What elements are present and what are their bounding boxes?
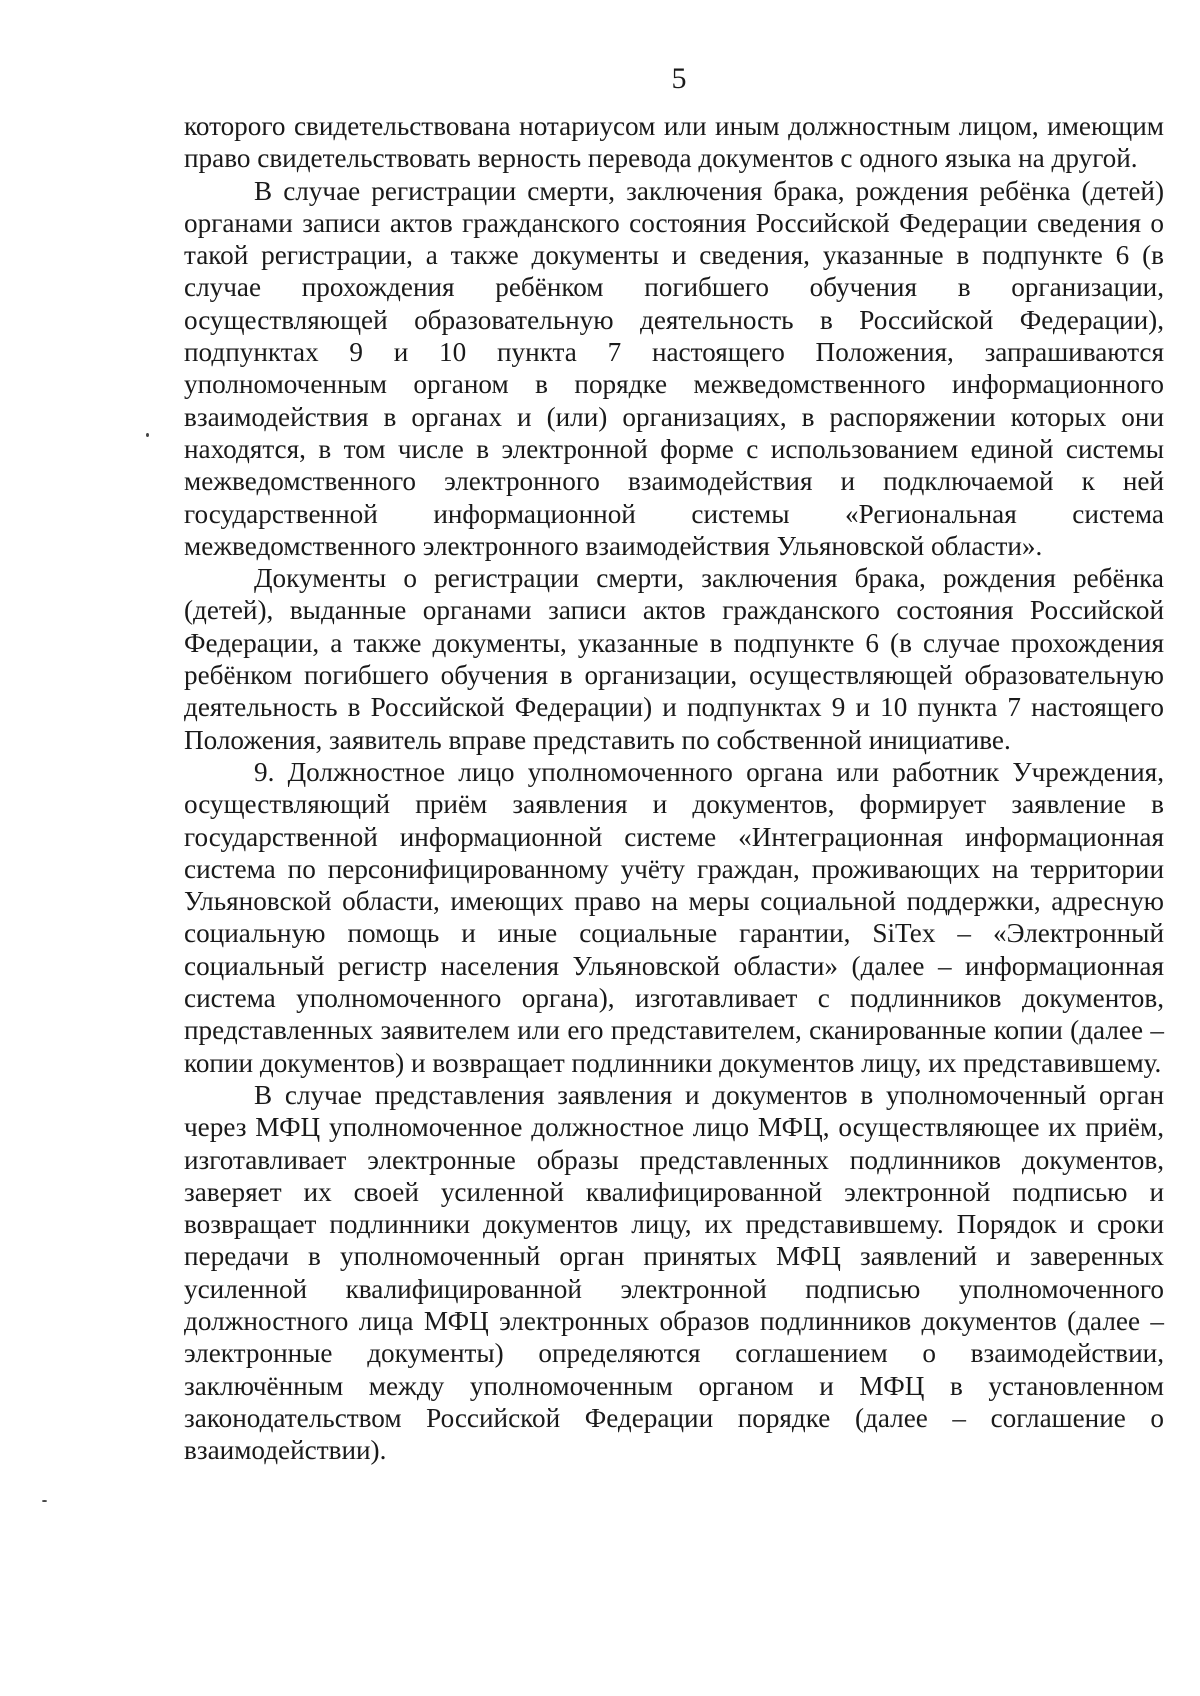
paragraph-continuation: которого свидетельствована нотариусом или иным должностным лицом, имеющим право свидетельствовать верность перевода документов с одного языка на другой. xyxy=(184,111,1164,174)
paragraph-registration-info: В случае регистрации смерти, заключения брака, рождения ребёнка (детей) органами записи актов гражданского состояния Российской Федерации сведения о такой регистрации, а также документы и сведения, указанные в подпункте 6 (в случае прохождения ребёнком погибшего обучения в организации, осуществляющей образовательную деятельность в Российской Федерации), подпунктах 9 и 10 пункта 7 настоящего Положения, запрашиваются уполномоченным органом в порядке межведомственного информационного взаимодействия в органах и (или) организациях, в распоряжении которых они находятся, в том числе в электронной форме с использованием единой системы межведомственного электронного взаимодействия и подключаемой к ней государственной информационной системы «Региональная система межведомственного электронного взаимодействия Ульяновской области». xyxy=(184,175,1164,561)
page-number: 5 xyxy=(671,62,687,95)
scan-speck xyxy=(146,433,149,437)
paragraph-documents-initiative: Документы о регистрации смерти, заключения брака, рождения ребёнка (детей), выданные органами записи актов гражданского состояния Российской Федерации, а также документы, указанные в подпункте 6 (в случае прохождения ребёнком погибшего обучения в организации, осуществляющей образовательную деятельность в Российской Федерации) и подпунктах 9 и 10 пункта 7 настоящего Положения, заявитель вправе представить по собственной инициативе. xyxy=(184,563,1164,755)
paragraph-item-9: 9. Должностное лицо уполномоченного органа или работник Учреждения, осуществляющий приём заявления и документов, формирует заявление в государственной информационной системе «Интеграционная информационная система по персонифицированному учёту граждан, проживающих на территории Ульяновской области, имеющих право на меры социальной поддержки, адресную социальную помощь и иные социальные гарантии, SiTex – «Электронный социальный регистр населения Ульяновской области» (далее – информационная система уполномоченного органа), изготавливает с подлинников документов, представленных заявителем или его представителем, сканированные копии (далее – копии документов) и возвращает подлинники документов лицу, их представившему. xyxy=(184,756,1164,1078)
document-body xyxy=(184,110,1164,1466)
scan-speck xyxy=(42,1500,47,1502)
paragraph-mfc-submission: В случае представления заявления и документов в уполномоченный орган через МФЦ уполномоченное должностное лицо МФЦ, осуществляющее их приём, изготавливает электронные образы представленных подлинников документов, заверяет их своей усиленной квалифицированной электронной подписью и возвращает подлинники документов лицу, их представившему. Порядок и сроки передачи в уполномоченный орган принятых МФЦ заявлений и заверенных усиленной квалифицированной электронной подписью уполномоченного должностного лица МФЦ электронных образов подлинников документов (далее – электронные документы) определяются соглашением о взаимодействии, заключённым между уполномоченным органом и МФЦ в установленном законодательством Российской Федерации порядке (далее – соглашение о взаимодействии). xyxy=(184,1079,1164,1466)
